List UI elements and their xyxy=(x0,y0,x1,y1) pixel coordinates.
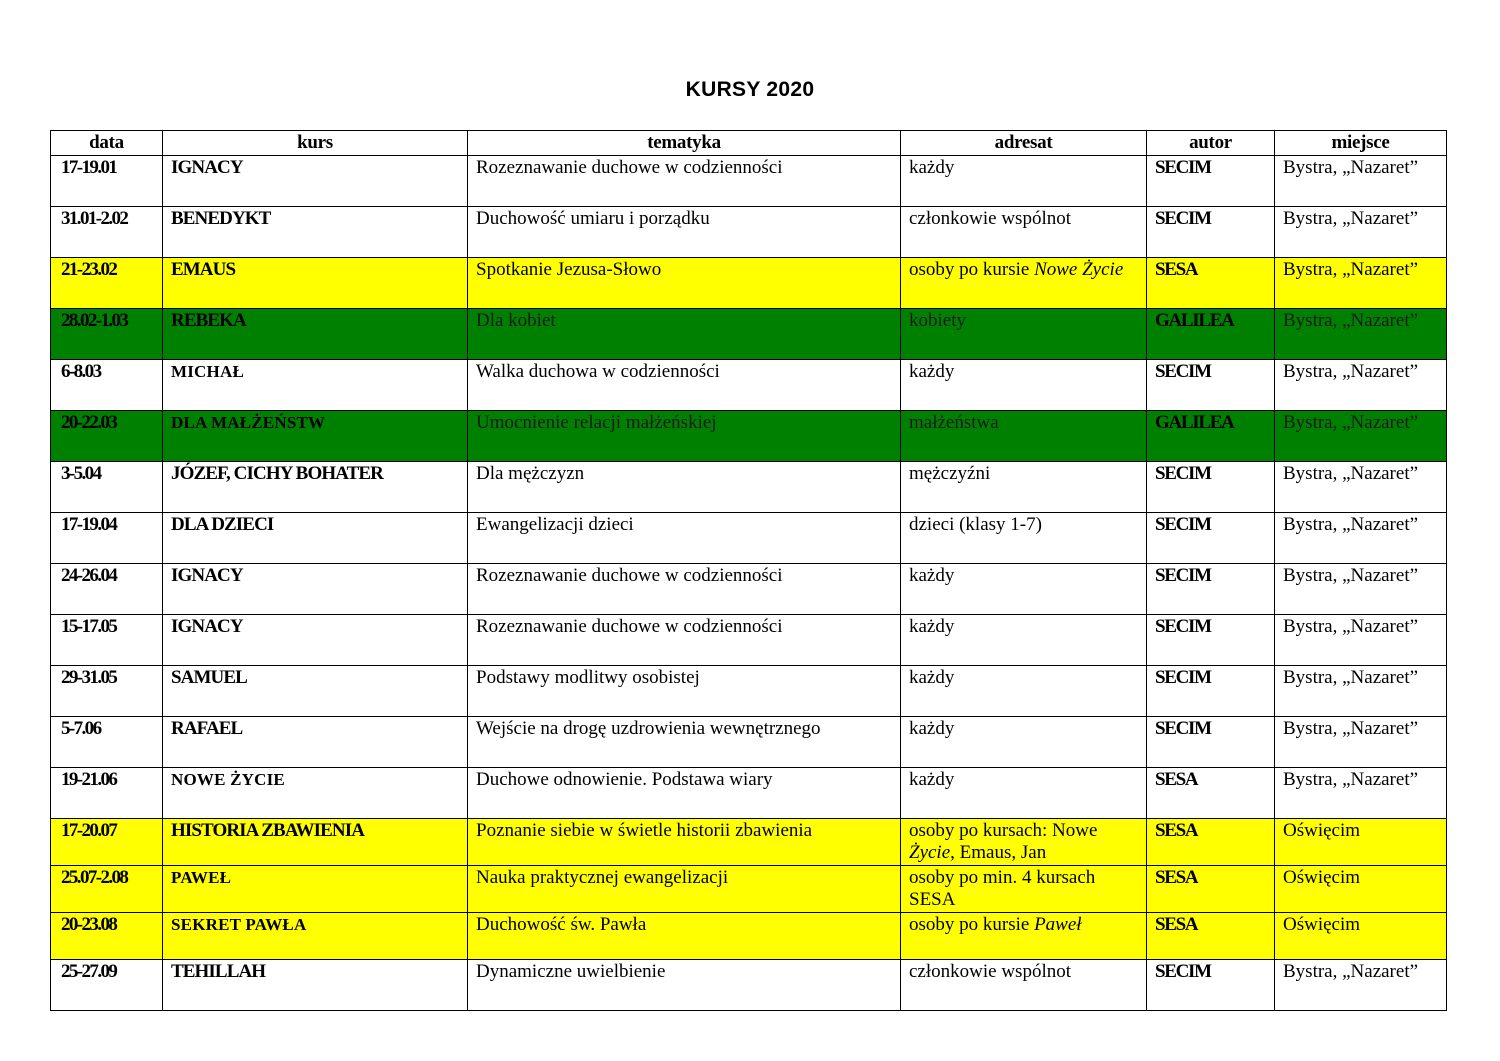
audience-italic-text: Paweł xyxy=(1034,914,1082,935)
cell-topic: Rozeznawanie duchowe w codzienności xyxy=(468,615,901,666)
cell-topic: Umocnienie relacji małżeńskiej xyxy=(468,411,901,462)
table-row xyxy=(51,615,1447,666)
cell-place: Bystra, „Nazaret” xyxy=(1275,360,1447,411)
cell-audience xyxy=(901,462,1147,513)
cell-author: SECIM xyxy=(1147,513,1275,564)
cell-topic: Duchowość św. Pawła xyxy=(468,913,901,960)
cell-date: 15-17.05 xyxy=(51,615,163,666)
cell-course: NOWE ŻYCIE xyxy=(163,768,468,819)
cell-audience xyxy=(901,717,1147,768)
table-row xyxy=(51,258,1447,309)
table-row xyxy=(51,913,1447,960)
cell-date: 25.07-2.08 xyxy=(51,866,163,913)
audience-italic-text: Życie xyxy=(909,842,951,863)
cell-audience xyxy=(901,564,1147,615)
header-kurs: kurs xyxy=(163,131,468,156)
cell-course: IGNACY xyxy=(163,564,468,615)
cell-course: JÓZEF, CICHY BOHATER xyxy=(163,462,468,513)
courses-table xyxy=(50,130,1447,1011)
header-autor: autor xyxy=(1147,131,1275,156)
cell-audience xyxy=(901,768,1147,819)
cell-author: SECIM xyxy=(1147,717,1275,768)
cell-place: Bystra, „Nazaret” xyxy=(1275,207,1447,258)
cell-topic: Ewangelizacji dzieci xyxy=(468,513,901,564)
cell-date: 17-20.07 xyxy=(51,819,163,866)
cell-author: SECIM xyxy=(1147,960,1275,1011)
cell-date: 17-19.04 xyxy=(51,513,163,564)
cell-course: DLA MAŁŻEŃSTW xyxy=(163,411,468,462)
cell-place: Oświęcim xyxy=(1275,913,1447,960)
table-row xyxy=(51,717,1447,768)
cell-author: SECIM xyxy=(1147,462,1275,513)
audience-text: osoby po min. 4 kursach SESA xyxy=(909,867,1096,910)
table-body xyxy=(51,156,1447,1011)
cell-topic: Dynamiczne uwielbienie xyxy=(468,960,901,1011)
cell-author: SESA xyxy=(1147,913,1275,960)
cell-place: Bystra, „Nazaret” xyxy=(1275,615,1447,666)
cell-audience xyxy=(901,258,1147,309)
table-row xyxy=(51,360,1447,411)
cell-topic: Wejście na drogę uzdrowienia wewnętrznego xyxy=(468,717,901,768)
cell-place: Bystra, „Nazaret” xyxy=(1275,513,1447,564)
table-row xyxy=(51,462,1447,513)
audience-text: członkowie wspólnot xyxy=(909,208,1072,229)
cell-course: SEKRET PAWŁA xyxy=(163,913,468,960)
cell-topic: Dla mężczyzn xyxy=(468,462,901,513)
audience-text: każdy xyxy=(909,565,955,586)
table-row xyxy=(51,666,1447,717)
table-row xyxy=(51,156,1447,207)
cell-place: Oświęcim xyxy=(1275,866,1447,913)
cell-author: SECIM xyxy=(1147,207,1275,258)
header-adresat: adresat xyxy=(901,131,1147,156)
audience-text: każdy xyxy=(909,718,955,739)
cell-topic: Nauka praktycznej ewangelizacji xyxy=(468,866,901,913)
cell-audience xyxy=(901,960,1147,1011)
audience-text: każdy xyxy=(909,769,955,790)
cell-author: SESA xyxy=(1147,866,1275,913)
table-row xyxy=(51,819,1447,866)
cell-course: PAWEŁ xyxy=(163,866,468,913)
cell-topic: Poznanie siebie w świetle historii zbawienia xyxy=(468,819,901,866)
cell-audience xyxy=(901,615,1147,666)
cell-date: 20-22.03 xyxy=(51,411,163,462)
cell-author: SECIM xyxy=(1147,615,1275,666)
header-tematyka: tematyka xyxy=(468,131,901,156)
cell-topic: Dla kobiet xyxy=(468,309,901,360)
cell-course: IGNACY xyxy=(163,615,468,666)
cell-date: 19-21.06 xyxy=(51,768,163,819)
table-row xyxy=(51,564,1447,615)
table-row xyxy=(51,207,1447,258)
cell-place: Bystra, „Nazaret” xyxy=(1275,411,1447,462)
cell-date: 29-31.05 xyxy=(51,666,163,717)
page-title: KURSY 2020 xyxy=(685,78,815,101)
cell-place: Bystra, „Nazaret” xyxy=(1275,666,1447,717)
audience-text: dzieci (klasy 1-7) xyxy=(909,514,1042,535)
table-header-row xyxy=(51,131,1447,156)
cell-audience xyxy=(901,207,1147,258)
table-row xyxy=(51,960,1447,1011)
cell-author: SECIM xyxy=(1147,360,1275,411)
cell-author: SESA xyxy=(1147,258,1275,309)
cell-author: GALILEA xyxy=(1147,411,1275,462)
cell-course: DLA DZIECI xyxy=(163,513,468,564)
cell-author: SESA xyxy=(1147,768,1275,819)
cell-place: Bystra, „Nazaret” xyxy=(1275,768,1447,819)
cell-audience xyxy=(901,156,1147,207)
cell-topic: Rozeznawanie duchowe w codzienności xyxy=(468,564,901,615)
cell-place: Bystra, „Nazaret” xyxy=(1275,258,1447,309)
cell-place: Bystra, „Nazaret” xyxy=(1275,960,1447,1011)
table-row xyxy=(51,768,1447,819)
cell-author: SESA xyxy=(1147,819,1275,866)
cell-topic: Spotkanie Jezusa-Słowo xyxy=(468,258,901,309)
cell-date: 17-19.01 xyxy=(51,156,163,207)
cell-course: TEHILLAH xyxy=(163,960,468,1011)
cell-audience xyxy=(901,819,1147,866)
cell-date: 31.01-2.02 xyxy=(51,207,163,258)
audience-text: osoby po kursie xyxy=(909,259,1035,280)
audience-text: każdy xyxy=(909,361,955,382)
audience-text: małżeństwa xyxy=(909,412,999,433)
audience-text: każdy xyxy=(909,667,955,688)
cell-course: SAMUEL xyxy=(163,666,468,717)
cell-audience xyxy=(901,913,1147,960)
cell-course: IGNACY xyxy=(163,156,468,207)
audience-after-text: , Emaus, Jan xyxy=(950,842,1047,863)
audience-text: osoby po kursach: Nowe xyxy=(909,820,1098,841)
cell-topic: Rozeznawanie duchowe w codzienności xyxy=(468,156,901,207)
cell-audience xyxy=(901,411,1147,462)
cell-audience xyxy=(901,666,1147,717)
cell-place: Bystra, „Nazaret” xyxy=(1275,309,1447,360)
audience-text: osoby po kursie xyxy=(909,914,1035,935)
cell-author: GALILEA xyxy=(1147,309,1275,360)
cell-topic: Duchowość umiaru i porządku xyxy=(468,207,901,258)
cell-course: HISTORIA ZBAWIENIA xyxy=(163,819,468,866)
cell-place: Bystra, „Nazaret” xyxy=(1275,717,1447,768)
audience-text: kobiety xyxy=(909,310,966,331)
cell-course: REBEKA xyxy=(163,309,468,360)
cell-date: 21-23.02 xyxy=(51,258,163,309)
cell-course: RAFAEL xyxy=(163,717,468,768)
cell-audience xyxy=(901,309,1147,360)
header-miejsce: miejsce xyxy=(1275,131,1447,156)
cell-author: SECIM xyxy=(1147,564,1275,615)
audience-text: każdy xyxy=(909,157,955,178)
cell-place: Oświęcim xyxy=(1275,819,1447,866)
cell-date: 24-26.04 xyxy=(51,564,163,615)
cell-course: BENEDYKT xyxy=(163,207,468,258)
cell-audience xyxy=(901,360,1147,411)
audience-text: członkowie wspólnot xyxy=(909,961,1072,982)
cell-course: MICHAŁ xyxy=(163,360,468,411)
cell-audience xyxy=(901,513,1147,564)
audience-text: mężczyźni xyxy=(909,463,991,484)
audience-italic-text: Nowe Życie xyxy=(1034,259,1124,280)
cell-author: SECIM xyxy=(1147,156,1275,207)
table-row xyxy=(51,309,1447,360)
cell-course: EMAUS xyxy=(163,258,468,309)
cell-topic: Walka duchowa w codzienności xyxy=(468,360,901,411)
cell-place: Bystra, „Nazaret” xyxy=(1275,564,1447,615)
table-row xyxy=(51,411,1447,462)
cell-date: 20-23.08 xyxy=(51,913,163,960)
cell-topic: Duchowe odnowienie. Podstawa wiary xyxy=(468,768,901,819)
cell-topic: Podstawy modlitwy osobistej xyxy=(468,666,901,717)
cell-date: 5-7.06 xyxy=(51,717,163,768)
table-row xyxy=(51,866,1447,913)
audience-text: każdy xyxy=(909,616,955,637)
cell-date: 25-27.09 xyxy=(51,960,163,1011)
cell-date: 28.02-1.03 xyxy=(51,309,163,360)
header-data: data xyxy=(51,131,163,156)
cell-author: SECIM xyxy=(1147,666,1275,717)
cell-audience xyxy=(901,866,1147,913)
cell-place: Bystra, „Nazaret” xyxy=(1275,462,1447,513)
cell-date: 3-5.04 xyxy=(51,462,163,513)
cell-date: 6-8.03 xyxy=(51,360,163,411)
cell-place: Bystra, „Nazaret” xyxy=(1275,156,1447,207)
table-row xyxy=(51,513,1447,564)
